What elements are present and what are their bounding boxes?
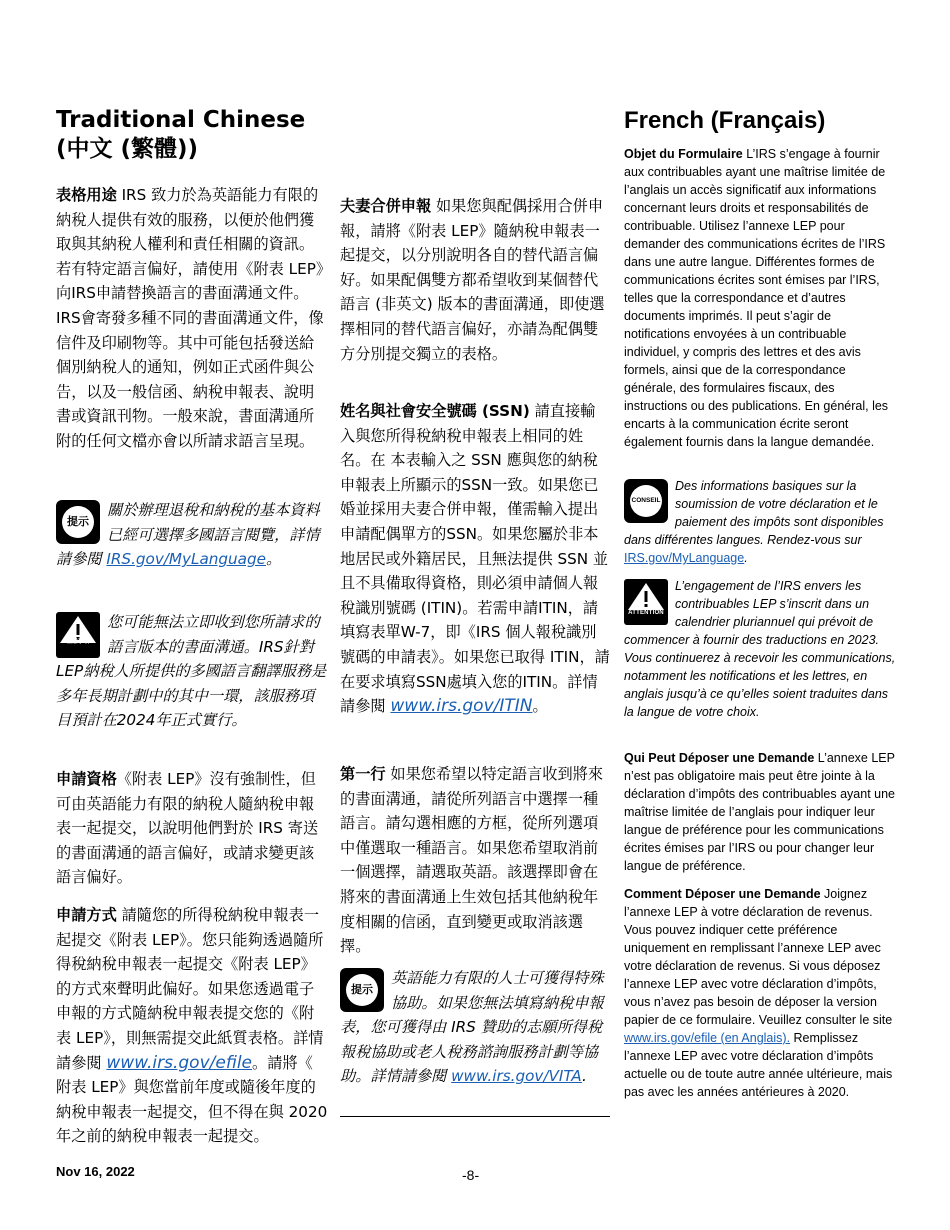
zh-eligibility-paragraph: 申請資格《附表 LEP》沒有強制性，但可由英語能力有限的納稅人隨納稅申報表一起提交，以說明他們對於 IRS 寄送的書面溝通的語言偏好，或請求變更該語言偏好。 <box>56 770 319 887</box>
zh-tip-note-2: 提示 英語能力有限的人士可獲得特殊協助。如果您無法填寫納稅申報表，您可獲得由 IRS 贊助的志願所得稅報稅協助或老人稅務諮詢服務計劃等協助。詳情請參閱 www.irs.gov/VITA. <box>340 969 604 1086</box>
zh-joint-label: 夫妻合併申報 <box>340 197 432 215</box>
itin-link[interactable]: www.irs.gov/ITIN <box>390 696 533 717</box>
tip-icon: 提示 <box>340 968 384 1012</box>
section-title-fr: French (Français) <box>624 107 826 134</box>
chinese-column-1 <box>56 0 328 1150</box>
zh-line1-label: 第一行 <box>340 765 386 783</box>
caution-icon: 注意事項 <box>56 612 100 658</box>
section-title-zh: Traditional Chinese (中文 (繁體)) <box>56 107 306 162</box>
fr-who-paragraph: Qui Peut Déposer une Demande L’annexe LEP n’est pas obligatoire mais peut être jointe à la déclaration d’impôts des contribuables ayant une maîtrise limitée de l’anglais pour indiquer leur langue de préférence pour les communications écrites émises par l’IRS ou pour changer leur langue de préférence. <box>624 751 896 873</box>
tip-icon: CONSEIL <box>624 479 668 523</box>
fr-purpose-label: Objet du Formulaire <box>624 147 743 161</box>
zh-caution-note-1 <box>56 610 328 733</box>
fr-purpose-paragraph: Objet du Formulaire L’IRS s’engage à fournir aux contribuables ayant une maîtrise limitée de l’anglais un accès significatif aux informations concernant leurs droits et responsabilités de contribuable. Utilisez l’annexe LEP pour demander des communications écrites de l’IRS dans une autre langue. Différentes formes de communications écrites sont émises par l’IRS, telles que la correspondance et d’autres documents imprimés. Il peut s’agir de notifications envoyées à un contribuable individuel, y compris des lettres et des avis formels, ainsi que de la correspondance générale, des formulaires fiscaux, des instructions ou des publications. En général, les encarts à la communication écrite seront également fournis dans la langue demandée. <box>624 147 889 449</box>
zh-caution1-text: 您可能無法立即收到您所請求的語言版本的書面溝通。IRS針對LEP納稅人所提供的多國語言翻譯服務是多年長期計劃中的其中一環，該服務項目預計在2024年正式實行。 <box>56 613 327 730</box>
french-column <box>624 0 898 1150</box>
zh-name-label: 姓名與社會安全號碼 (SSN) <box>340 402 530 420</box>
zh-tip-note-1: 提示 關於辦理退稅和納稅的基本資料已經可選擇多國語言閱覽，詳情請參閱 IRS.gov/MyLanguage。 <box>56 501 320 569</box>
footer-date: Nov 16, 2022 <box>56 1164 135 1179</box>
vita-link[interactable]: www.irs.gov/VITA <box>451 1067 582 1086</box>
zh-tip1-text: 關於辦理退稅和納稅的基本資料已經可選擇多國語言閱覽，詳情請參閱 <box>56 501 320 569</box>
fr-who-label: Qui Peut Déposer une Demande <box>624 751 815 765</box>
efile-link-fr[interactable]: www.irs.gov/efile (en Anglais). <box>624 1031 791 1045</box>
irs-mylanguage-link[interactable]: IRS.gov/MyLanguage <box>106 550 266 569</box>
zh-name-ssn-paragraph: 姓名與社會安全號碼 (SSN) 請直接輸入與您所得稅納稅申報表上相同的姓名。在 本表輸入之 SSN 應與您的納稅申報表上所顯示的SSN一致。如果您已婚並採用夫妻合併申報，僅需輸入提出申請配偶單方的SSN。如果您屬於非本地居民或外籍居民，且無法提供 SSN 並且不具備取得資格，則必須申請個人報稅識別號碼 (ITIN)。若需申請ITIN，請填寫表單W-7，即《IRS 個人報稅識別號碼的申請表》。如果您已取得 ITIN，請在要求填寫SSN處填入您的ITIN。詳情請參閱 www.irs.gov/ITIN。 <box>340 402 610 717</box>
zh-purpose-label: 表格用途 <box>56 186 117 204</box>
caution-icon: ATTENTION <box>624 579 668 625</box>
chinese-column-2 <box>340 0 610 1150</box>
fr-tip-note: CONSEIL Des informations basiques sur la soumission de votre déclaration et le paiement des impôts sont disponibles dans différentes langues. Rendez-vous sur IRS.gov/MyLanguage. <box>624 479 884 565</box>
zh-how-label: 申請方式 <box>56 906 117 924</box>
fr-caution-note: ATTENTION L’engagement de l’IRS envers les contribuables LEP s’inscrit dans un calendrier pluriannuel qui prévoit de commencer à fournir des traductions en 2023. Vous continuerez à recevoir les communications, notamment les notifications et les lettres, en anglais jusqu’à ce qu’elles soient traduites dans la langue de votre choix. <box>624 579 896 719</box>
zh-how-paragraph: 申請方式 請隨您的所得稅納稅申報表一起提交《附表 LEP》。您只能夠透過隨所得稅納稅申報表一起提交《附表 LEP》的方式來聲明此偏好。如果您透過電子申報的方式隨納稅申報表提交您的《附表 LEP》，則無需提交此紙質表格。詳情請參閱 www.irs.gov/efile。請將《 附表 LEP》與您當前年度或隨後年度的納稅申報表一起提交，但不得在與 2020 年之前的納稅申報表一起提交。 <box>56 906 328 1146</box>
zh-joint-paragraph: 夫妻合併申報 如果您與配偶採用合併申報，請將《附表 LEP》隨納稅申報表一起提交，以分別說明各自的替代語言偏好。如果配偶雙方都希望收到某個替代語言 (非英文) 版本的書面溝通，即使選擇相同的替代語言偏好，亦請為配偶雙方分別提交獨立的表格。 <box>340 197 605 363</box>
page-number: -8- <box>462 1167 480 1183</box>
irs-mylanguage-link-fr[interactable]: IRS.gov/MyLanguage <box>624 551 745 565</box>
zh-purpose-paragraph <box>56 183 328 454</box>
fr-how-paragraph: Comment Déposer une Demande Joignez l’annexe LEP à votre déclaration de revenus. Vous pouvez indiquer cette préférence uniquement en remplissant l’annexe LEP avec votre déclaration de revenus. Si vous déposez l’annexe LEP avec votre déclaration d’impôts, vous n’avez pas besoin de déposer la version papier de ce formulaire. Veuillez consulter le site www.irs.gov/efile (en Anglais). Remplissez l’annexe LEP avec votre déclaration d’impôts actuelle ou de toute autre année ultérieure, mais pas avec les années antérieures à 2020. <box>624 887 893 1099</box>
zh-purpose-text: IRS 致力於為英語能力有限的納稅人提供有效的服務，以便於他們獲取與其納稅人權利和責任相關的資訊。若有特定語言偏好，請使用《附表 LEP》向IRS申請替換語言的書面溝通文件。IRS會寄發多種不同的書面溝通文件，像信件及印刷物等。其中可能包括發送給個別納稅人的通知，例如正式函件與公告，以及一般信函、納稅申報表、說明書或資訊刊物。一般來說，書面溝通所附的任何文檔亦會以所請求語言呈現。 <box>56 186 324 450</box>
zh-eligibility-label: 申請資格 <box>56 770 117 788</box>
fr-how-label: Comment Déposer une Demande <box>624 887 821 901</box>
zh-line1-paragraph: 第一行 如果您希望以特定語言收到將來的書面溝通，請從所列語言中選擇一種語言。請勾選相應的方框，從所列選項中僅選取一種語言。如果您希望取消前一個選擇，請選取英語。該選擇即會在將來的書面溝通上生效包括其他納稅年度相關的信函，直到變更或取消該選擇。 <box>340 765 604 956</box>
efile-link[interactable]: www.irs.gov/efile <box>106 1052 252 1073</box>
section-end-rule <box>340 1116 610 1117</box>
tip-icon: 提示 <box>56 500 100 544</box>
